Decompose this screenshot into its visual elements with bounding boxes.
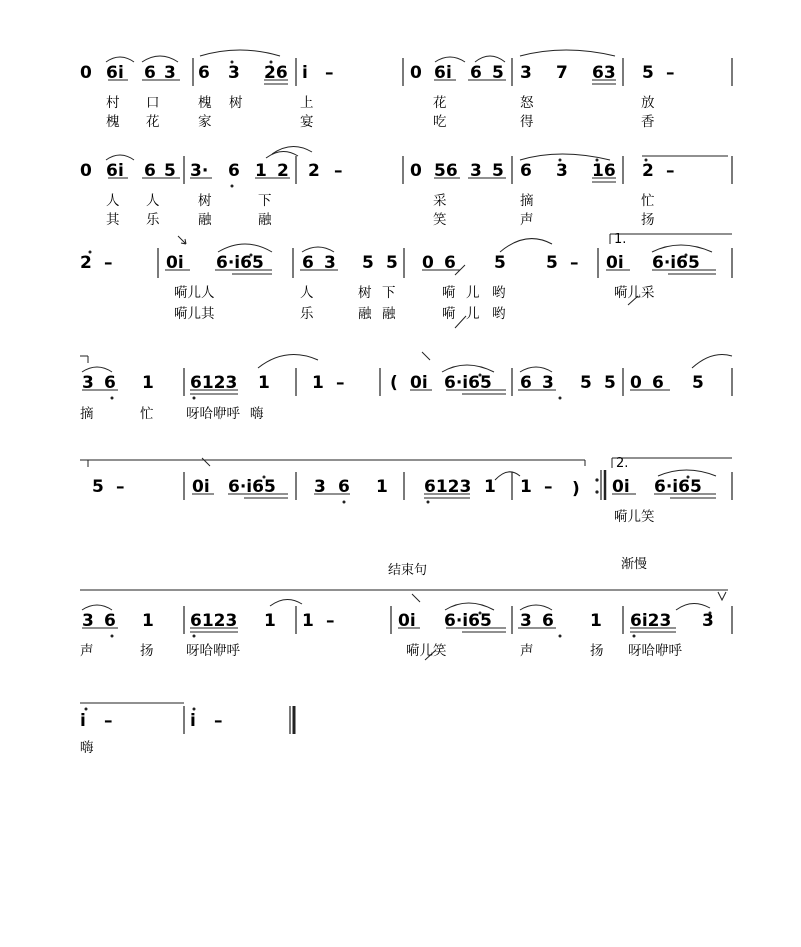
ending-phrase-mark: 结束句 <box>388 563 428 578</box>
note: 0i <box>192 477 210 497</box>
note: 0 <box>80 63 92 83</box>
lyric: 放 <box>641 95 655 111</box>
note: 0i <box>166 253 184 273</box>
note: 1 <box>520 477 532 497</box>
system-4 <box>80 352 732 422</box>
lyric: 上 <box>300 95 314 111</box>
lyric: 嗬儿其 <box>174 306 215 322</box>
note: 3 <box>520 611 532 631</box>
lyric: 声 <box>520 212 534 228</box>
lyric: 融 <box>382 306 396 322</box>
lyric: 下 <box>382 285 396 301</box>
lyric: 其 <box>106 212 120 228</box>
note: – <box>326 611 335 631</box>
note: 6 <box>434 63 446 83</box>
system-2 <box>80 146 732 228</box>
lyric: 人 <box>300 285 314 301</box>
note: 5 <box>580 373 592 393</box>
note: 1 <box>142 373 154 393</box>
note: 6 <box>104 373 116 393</box>
note: 3 <box>542 373 554 393</box>
note: 1 <box>142 611 154 631</box>
note: 6i23 <box>630 611 672 631</box>
lyric: 扬 <box>590 643 604 659</box>
note: 56 <box>434 161 458 181</box>
lyric: 树 <box>198 193 212 209</box>
note: 6 <box>470 63 482 83</box>
note: 5 <box>492 63 504 83</box>
note: 1 <box>376 477 388 497</box>
lyric: 香 <box>641 114 655 130</box>
lyric: 槐 <box>106 114 120 130</box>
note: 6 <box>228 161 240 181</box>
note: 1 <box>484 477 496 497</box>
lyric: 摘 <box>80 406 94 422</box>
note: i <box>302 63 308 83</box>
note: – <box>116 477 125 497</box>
note: 1 <box>590 611 602 631</box>
note: 16 <box>592 161 616 181</box>
note: – <box>666 161 675 181</box>
lyric: 吃 <box>433 114 447 130</box>
lyric: 摘 <box>520 193 534 209</box>
note: i <box>118 161 124 181</box>
system-6 <box>80 556 732 660</box>
system-7 <box>80 703 294 756</box>
lyric: 嗨 <box>250 406 264 422</box>
note: 1 <box>255 161 267 181</box>
lyric: 得 <box>520 114 534 130</box>
note: 2 <box>308 161 320 181</box>
lyric: 口 <box>146 95 160 111</box>
note: 0i <box>398 611 416 631</box>
note: 6 <box>106 63 118 83</box>
note: 63 <box>592 63 616 83</box>
note: 0 <box>422 253 434 273</box>
system-1 <box>80 50 732 130</box>
note: 6·i65 <box>652 253 700 273</box>
lyric: 下 <box>258 193 272 209</box>
lyric: 树 <box>358 285 372 301</box>
note: 6123 <box>424 477 472 497</box>
note: 26 <box>264 63 288 83</box>
note: 5 <box>92 477 104 497</box>
note: 6 <box>520 373 532 393</box>
lyric: 呀哈咿呼 <box>628 643 682 659</box>
note: 6 <box>444 253 456 273</box>
lyric: 树 <box>229 95 243 111</box>
note: 1 <box>312 373 324 393</box>
note: ( <box>390 373 398 393</box>
note: 0i <box>410 373 428 393</box>
note: 2 <box>80 253 92 273</box>
note: 2 <box>642 161 654 181</box>
note: 3 <box>228 63 240 83</box>
lyric: 怒 <box>520 95 534 111</box>
note: 6 <box>652 373 664 393</box>
note: 5 <box>546 253 558 273</box>
lyric: 人 <box>106 193 120 209</box>
note: 0 <box>630 373 642 393</box>
note: 5 <box>692 373 704 393</box>
lyric: 人 <box>146 193 160 209</box>
lyric: 宴 <box>300 114 314 130</box>
note: 6·i65 <box>444 373 492 393</box>
lyric: 嗬 <box>442 285 456 301</box>
lyric: 哟 <box>492 285 506 301</box>
note: 5 <box>604 373 616 393</box>
note: 1 <box>302 611 314 631</box>
note: i <box>80 711 86 731</box>
lyric: 扬 <box>641 212 655 228</box>
lyric: 笑 <box>433 212 447 228</box>
note: – <box>544 477 553 497</box>
lyric: 忙 <box>641 193 655 209</box>
note: ) <box>572 479 580 499</box>
note: 2 <box>277 161 289 181</box>
lyric: 槐 <box>198 95 212 111</box>
note: – <box>104 711 113 731</box>
lyric: 采 <box>433 193 447 209</box>
note: 6 <box>520 161 532 181</box>
note: i <box>118 63 124 83</box>
note: 1 <box>258 373 270 393</box>
note: 5 <box>494 253 506 273</box>
note: 1 <box>264 611 276 631</box>
lyric: 哟 <box>492 306 506 322</box>
note: 5 <box>642 63 654 83</box>
note: 6 <box>542 611 554 631</box>
lyric: 嗬儿采 <box>614 285 655 301</box>
note: 7 <box>556 63 568 83</box>
note: 3 <box>702 611 714 631</box>
note: 0 <box>410 161 422 181</box>
note: 6 <box>144 161 156 181</box>
note: 5 <box>164 161 176 181</box>
note: i <box>190 711 196 731</box>
system-3 <box>80 232 732 328</box>
note: 3 <box>314 477 326 497</box>
lyric: 乐 <box>146 212 160 228</box>
system-5 <box>80 456 732 525</box>
lyric: 声 <box>80 643 94 659</box>
note: i <box>446 63 452 83</box>
lyric: 融 <box>198 212 212 228</box>
note: 6 <box>302 253 314 273</box>
note: 6 <box>106 161 118 181</box>
note: 6 <box>338 477 350 497</box>
note: 0 <box>410 63 422 83</box>
note: 5 <box>492 161 504 181</box>
lyric: 乐 <box>300 306 314 322</box>
note: – <box>334 161 343 181</box>
volta-number: 2. <box>616 456 629 471</box>
lyric: 扬 <box>140 643 154 659</box>
note: 6·i65 <box>216 253 264 273</box>
note: 3 <box>556 161 568 181</box>
note: 3 <box>82 373 94 393</box>
note: 0i <box>612 477 630 497</box>
note: 6·i65 <box>228 477 276 497</box>
note: 6·i65 <box>654 477 702 497</box>
note: 6 <box>198 63 210 83</box>
note: 3 <box>164 63 176 83</box>
note: – <box>570 253 579 273</box>
note: – <box>666 63 675 83</box>
note: 3 <box>470 161 482 181</box>
note: 0i <box>606 253 624 273</box>
note: 3· <box>190 161 209 181</box>
note: 6 <box>104 611 116 631</box>
note: 5 <box>386 253 398 273</box>
note: 3 <box>82 611 94 631</box>
lyric: 嗬儿笑 <box>614 509 655 525</box>
lyric: 忙 <box>140 406 154 422</box>
lyric: 声 <box>520 643 534 659</box>
lyric: 儿 <box>466 306 480 322</box>
lyric: 儿 <box>466 285 480 301</box>
lyric: 呀哈咿呼 <box>186 406 240 422</box>
lyric: 融 <box>258 212 272 228</box>
note: – <box>336 373 345 393</box>
lyric: 家 <box>198 114 212 130</box>
note: 6 <box>144 63 156 83</box>
note: 0 <box>80 161 92 181</box>
lyric: 嗨 <box>80 740 94 756</box>
note: 5 <box>362 253 374 273</box>
lyric: 花 <box>433 95 447 111</box>
lyric: 呀哈咿呼 <box>186 643 240 659</box>
note: 3 <box>520 63 532 83</box>
note: – <box>325 63 334 83</box>
lyric: 嗬儿笑 <box>406 643 447 659</box>
note: – <box>214 711 223 731</box>
lyric: 花 <box>146 114 160 130</box>
note: 6123 <box>190 611 238 631</box>
note: – <box>104 253 113 273</box>
tempo-mark: 渐慢 <box>621 557 648 572</box>
note: 6·i65 <box>444 611 492 631</box>
lyric: 融 <box>358 306 372 322</box>
lyric: 嗬 <box>442 306 456 322</box>
volta-number: 1. <box>614 232 627 247</box>
note: 6123 <box>190 373 238 393</box>
lyric: 村 <box>106 95 120 111</box>
lyric: 嗬儿人 <box>174 285 215 301</box>
note: 3 <box>324 253 336 273</box>
